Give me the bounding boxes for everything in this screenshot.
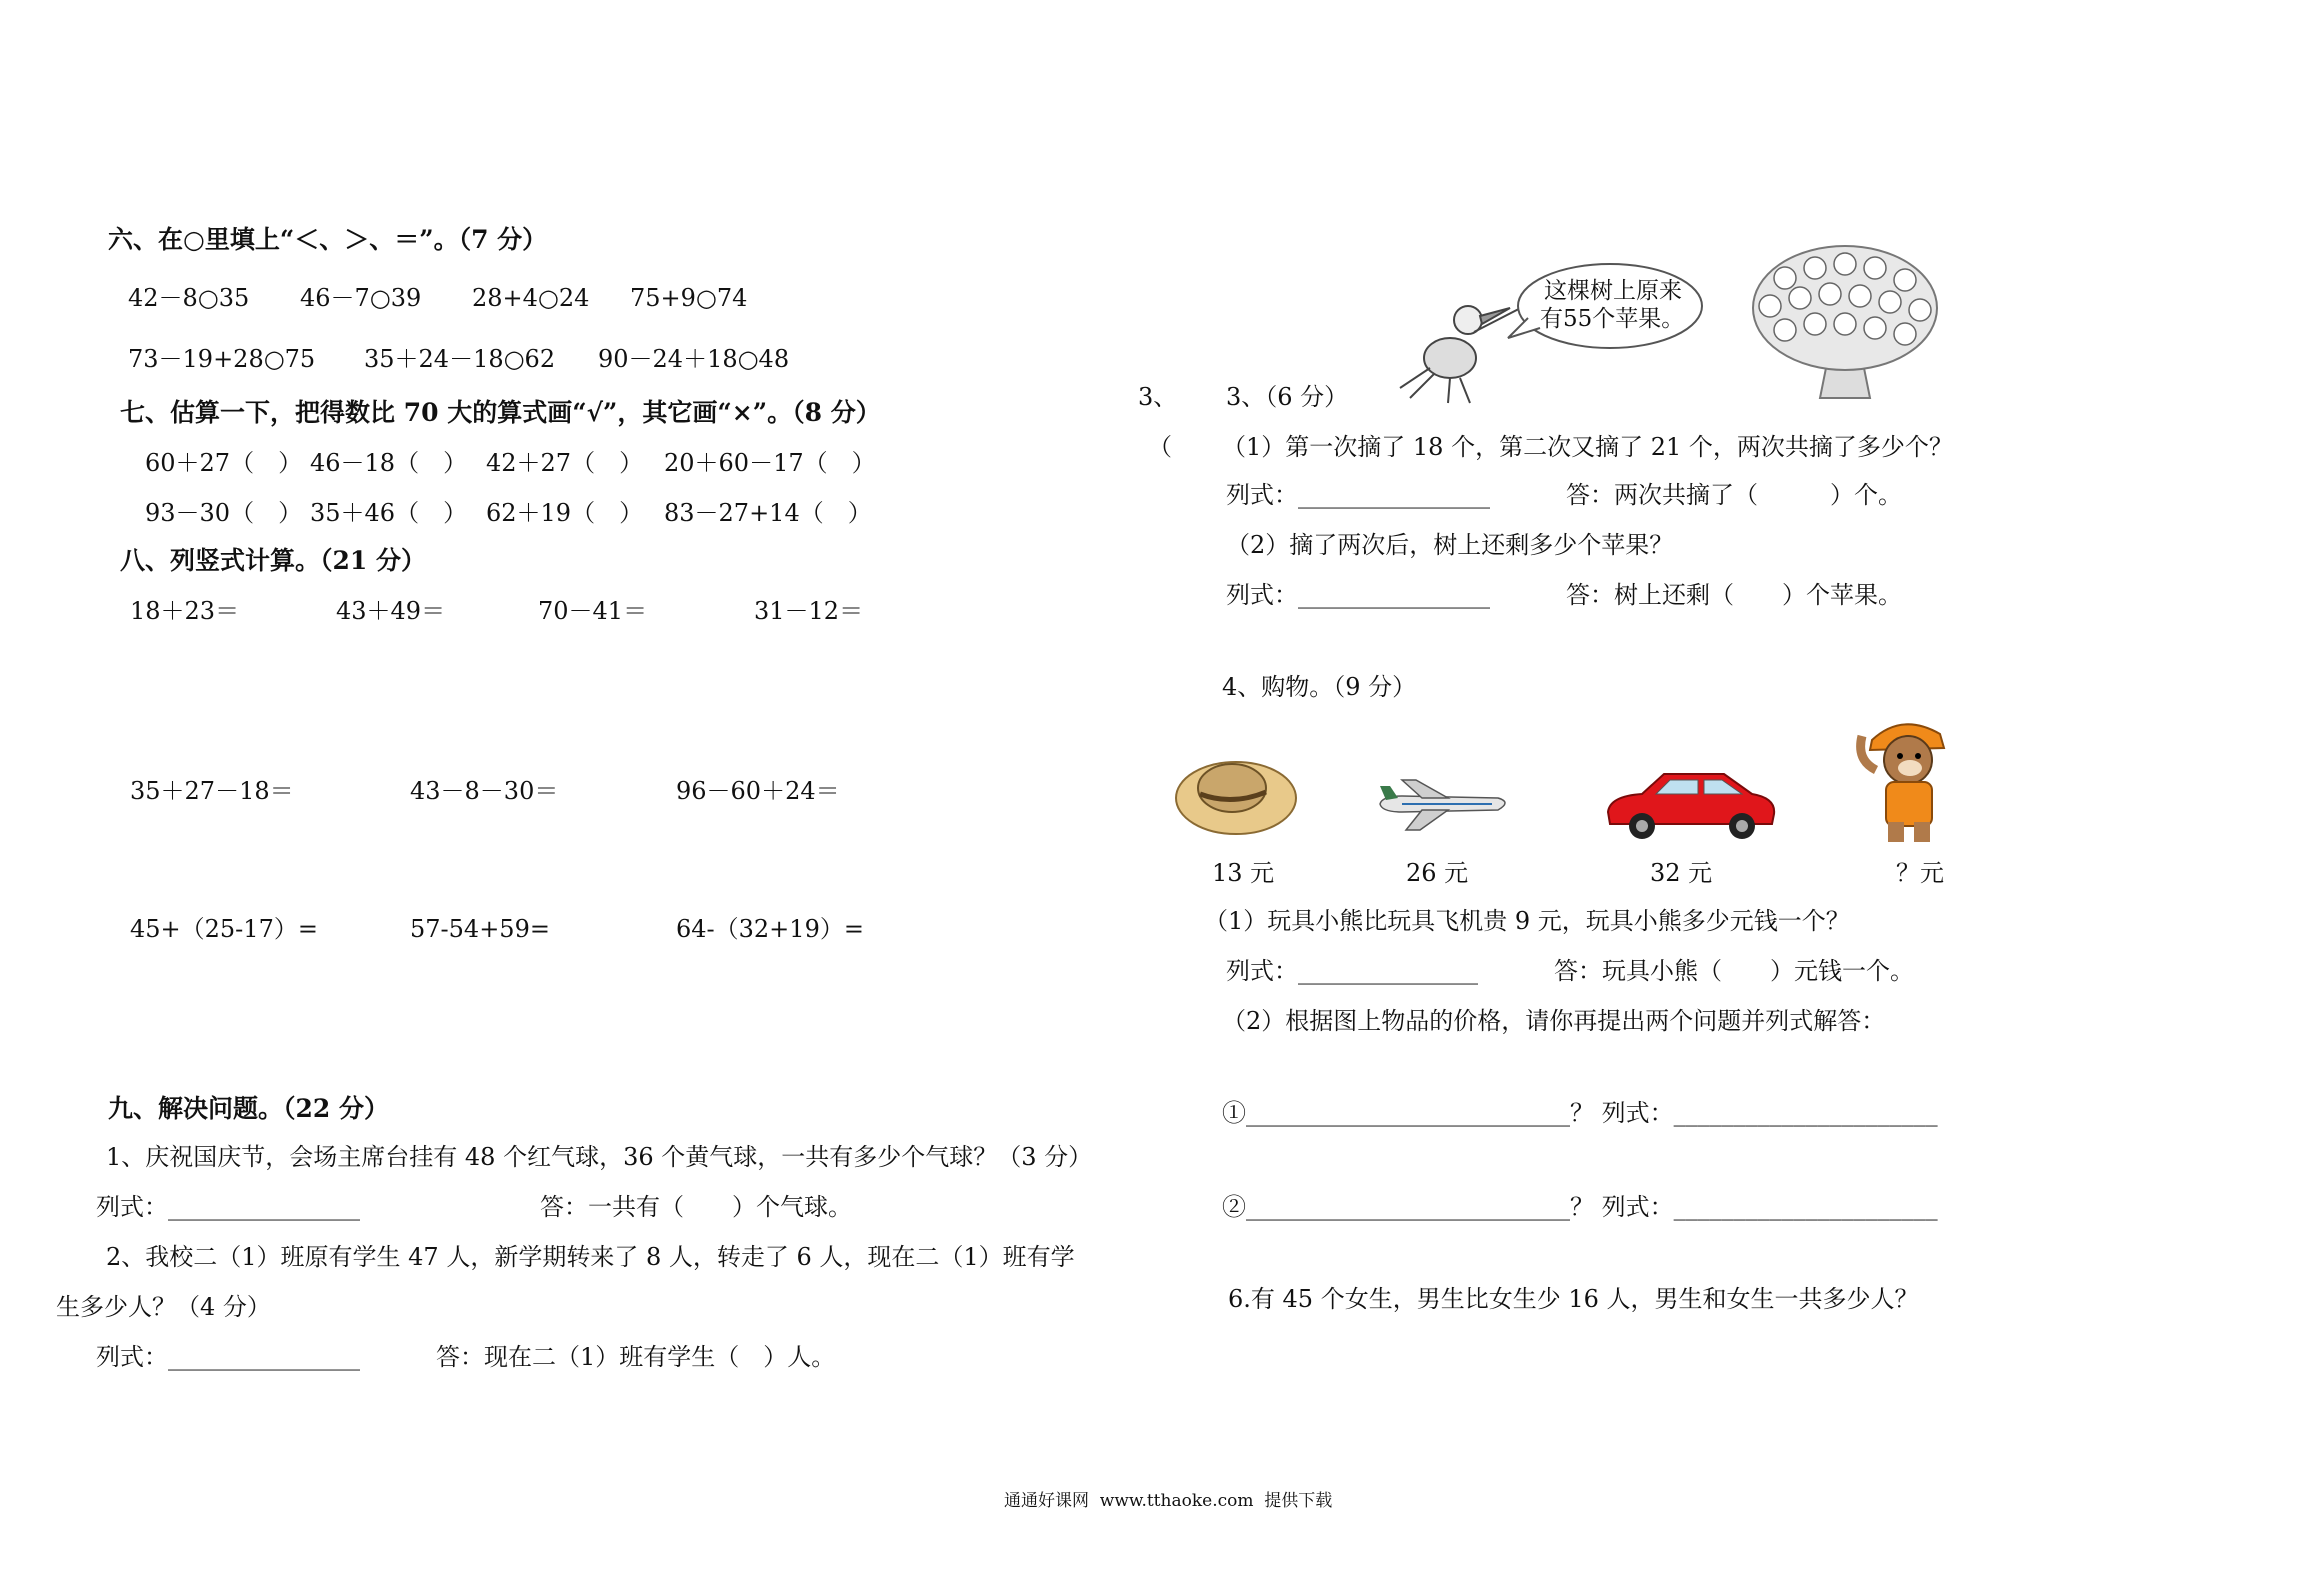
toy-bear-icon xyxy=(1852,716,1962,846)
s6-expr-7: 90－24＋18○48 xyxy=(598,345,790,373)
apple-tree-icon xyxy=(1753,246,1937,398)
s8-expr-6: 43－8－30＝ xyxy=(410,777,559,805)
section-7-heading: 七、估算一下，把得数比 70 大的算式画“√”，其它画“×”。（8 分） xyxy=(120,398,881,427)
hat-icon xyxy=(1172,748,1300,838)
car-icon xyxy=(1602,766,1780,842)
bubble-text-line-2: 有55个苹果。 xyxy=(1540,306,1685,332)
s7-expr-8: 83－27+14（ ） xyxy=(664,499,872,527)
section-6-heading: 六、在○里填上“＜、＞、＝”。（7 分） xyxy=(108,225,548,254)
s9-q2-formula: 列式：________________ xyxy=(96,1343,360,1371)
s6-expr-3: 28+4○24 xyxy=(472,284,590,312)
q3-1-answer: 答：两次共摘了（ ）个。 xyxy=(1566,481,1902,509)
q3-2-formula: 列式：________________ xyxy=(1226,581,1490,609)
s7-expr-4: 20＋60－17（ ） xyxy=(664,449,876,477)
bubble-text-line-1: 这棵树上原来 xyxy=(1544,278,1682,304)
s9-q1: 1、庆祝国庆节，会场主席台挂有 48 个红气球，36 个黄气球，一共有多少个气球？（3 分） xyxy=(106,1143,1093,1171)
s8-expr-7: 96－60＋24＝ xyxy=(676,777,840,805)
price-bear: ？元 xyxy=(1896,859,1944,887)
price-airplane: 26 元 xyxy=(1406,859,1469,887)
price-car: 32 元 xyxy=(1650,859,1713,887)
s8-expr-10: 64-（32+19）= xyxy=(676,915,864,943)
q4-title: 4、购物。（9 分） xyxy=(1222,673,1417,701)
section-9-heading: 九、解决问题。（22 分） xyxy=(108,1094,389,1123)
s7-expr-7: 62＋19（ ） xyxy=(486,499,644,527)
s6-expr-5: 73－19+28○75 xyxy=(128,345,316,373)
s6-expr-6: 35＋24－18○62 xyxy=(364,345,556,373)
s7-expr-2: 46－18（ ） xyxy=(310,449,468,477)
airplane-icon xyxy=(1372,774,1514,834)
s9-q2-answer: 答：现在二（1）班有学生（ ）人。 xyxy=(436,1343,836,1371)
s6-expr-4: 75+9○74 xyxy=(630,284,748,312)
q4-blank-1: ①___________________________？ 列式：______________________ xyxy=(1222,1099,1938,1127)
q3-title: 3、（6 分） xyxy=(1226,383,1349,411)
s9-q1-formula: 列式：________________ xyxy=(96,1193,360,1221)
s7-expr-5: 93－30（ ） xyxy=(145,499,303,527)
s7-expr-1: 60＋27（ ） xyxy=(145,449,303,477)
s8-expr-2: 43＋49＝ xyxy=(336,597,446,625)
s9-q2-line2: 生多少人？（4 分） xyxy=(56,1293,271,1321)
q3-2-text: （2）摘了两次后，树上还剩多少个苹果？ xyxy=(1226,531,1674,559)
s8-expr-4: 31－12＝ xyxy=(754,597,864,625)
q4-2-text: （2）根据图上物品的价格，请你再提出两个问题并列式解答： xyxy=(1222,1007,1886,1035)
s8-expr-1: 18＋23＝ xyxy=(130,597,240,625)
s8-expr-9: 57-54+59= xyxy=(410,915,550,943)
q4-1-text: （1）玩具小熊比玩具飞机贵 9 元，玩具小熊多少元钱一个？ xyxy=(1204,907,1850,935)
q4-1-formula: 列式：_______________ xyxy=(1226,957,1478,985)
s7-expr-3: 42＋27（ ） xyxy=(486,449,644,477)
q4-blank-2: ②___________________________？ 列式：______________________ xyxy=(1222,1193,1938,1221)
q3-1-formula: 列式：________________ xyxy=(1226,481,1490,509)
q4-1-answer: 答：玩具小熊（ ）元钱一个。 xyxy=(1554,957,1914,985)
q3-2-answer: 答：树上还剩（ ）个苹果。 xyxy=(1566,581,1902,609)
s6-expr-2: 46－7○39 xyxy=(300,284,422,312)
q3-prefix: 3、 xyxy=(1138,383,1178,411)
footer-credit: 通通好课网 www.tthaoke.com 提供下载 xyxy=(1004,1491,1333,1511)
s8-expr-8: 45+（25-17）= xyxy=(130,915,318,943)
s9-q2-line1: 2、我校二（1）班原有学生 47 人，新学期转来了 8 人，转走了 6 人，现在二（1）班有学 xyxy=(106,1243,1075,1271)
s8-expr-5: 35＋27－18＝ xyxy=(130,777,294,805)
section-8-heading: 八、列竖式计算。（21 分） xyxy=(120,546,426,575)
s8-expr-3: 70－41＝ xyxy=(538,597,648,625)
price-hat: 13 元 xyxy=(1212,859,1275,887)
q3-1-text: （1）第一次摘了 18 个，第二次又摘了 21 个，两次共摘了多少个？ xyxy=(1222,433,1953,461)
s6-expr-1: 42－8○35 xyxy=(128,284,250,312)
q6-text: 6.有 45 个女生，男生比女生少 16 人，男生和女生一共多少人？ xyxy=(1228,1285,1919,1313)
s9-q1-answer: 答：一共有（ ）个气球。 xyxy=(540,1193,852,1221)
q3-paren: （ xyxy=(1148,433,1172,461)
s7-expr-6: 35＋46（ ） xyxy=(310,499,468,527)
